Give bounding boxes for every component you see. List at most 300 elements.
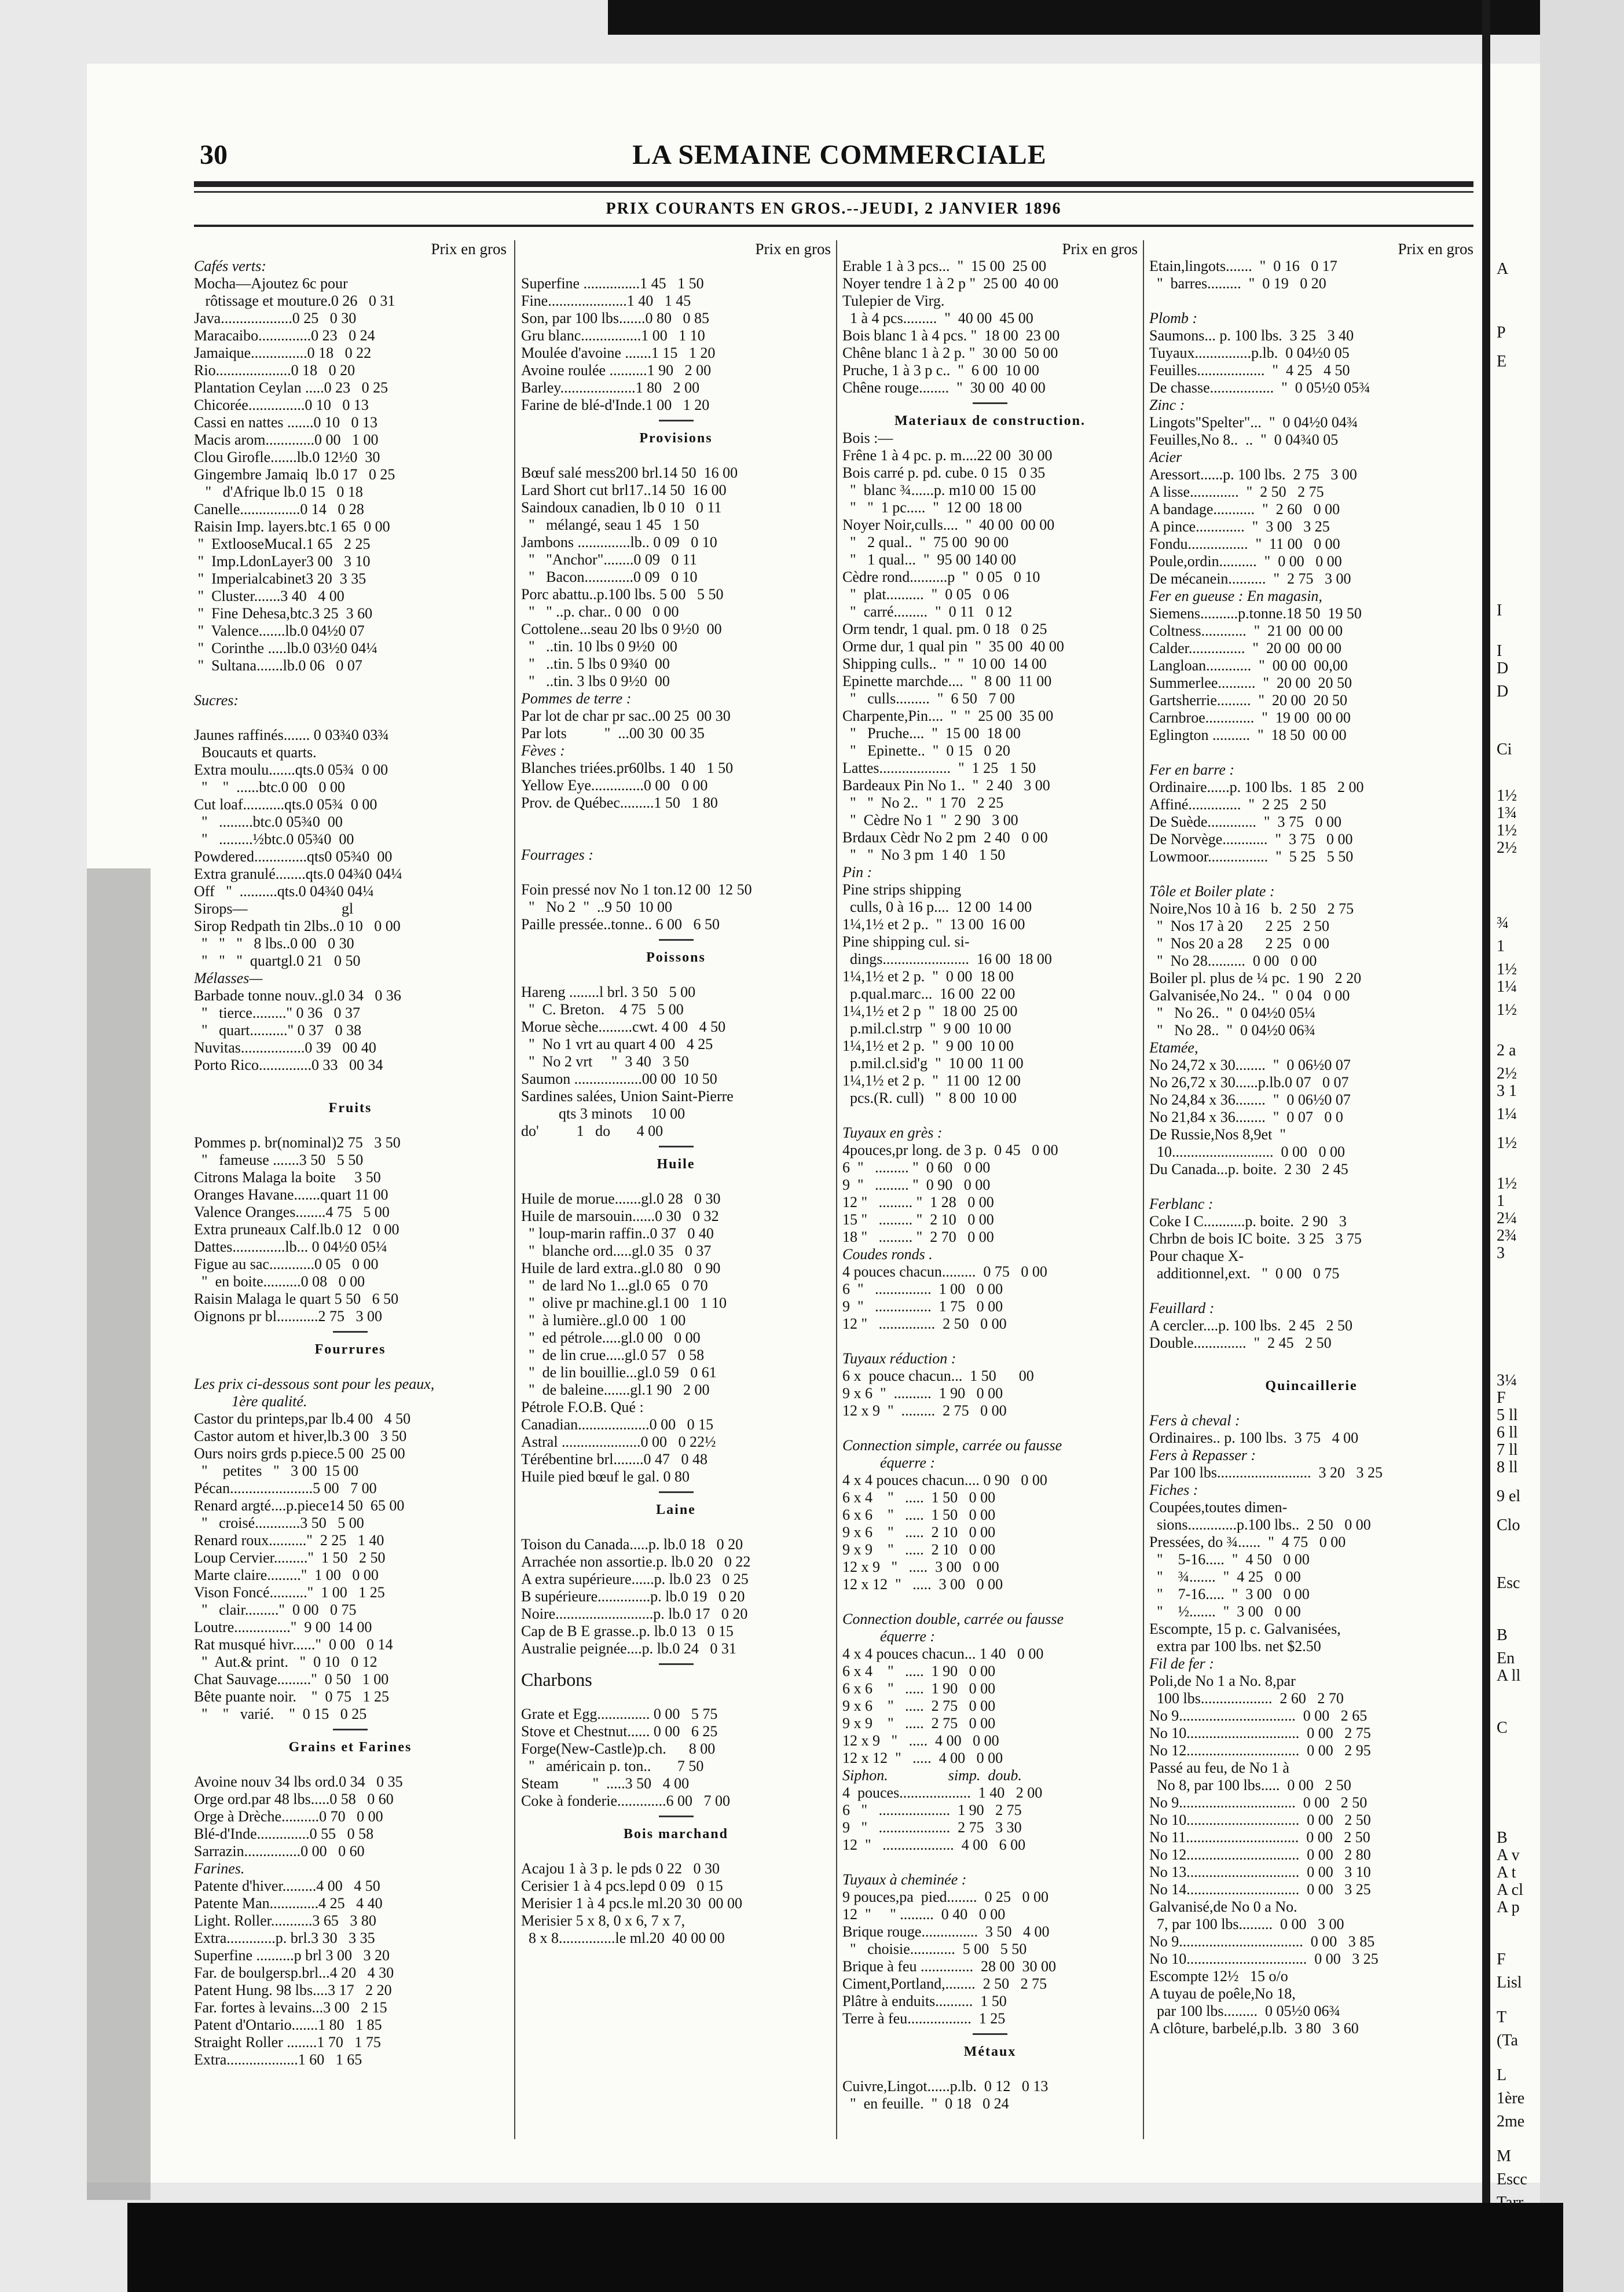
- price-line: Huile de morue.......gl.0 28 0 30: [521, 1190, 721, 1207]
- facing-page-edge: [1540, 0, 1624, 2292]
- page-number: 30: [200, 140, 228, 170]
- price-line: " culls......... " 6 50 7 00: [842, 690, 1015, 707]
- price-line: " " ..p. char.. 0 00 0 00: [521, 603, 679, 620]
- price-line: Boucauts et quarts.: [194, 744, 317, 761]
- price-line: " Aut.& print. " 0 10 0 12: [194, 1653, 377, 1670]
- price-line: Jambons ..............lb.. 0 09 0 10: [521, 534, 717, 551]
- price-line: Extra pruneaux Calf.lb.0 12 0 00: [194, 1221, 399, 1238]
- price-line: Siphon. simp. doub.: [842, 1767, 1022, 1784]
- section-heading: Poissons: [646, 950, 706, 965]
- price-line: 7, par 100 lbs......... 0 00 3 00: [1149, 1916, 1344, 1932]
- price-line: Tôle et Boiler plate :: [1149, 883, 1275, 900]
- price-line: Fine.....................1 40 1 45: [521, 292, 691, 309]
- price-line: Extra...................1 60 1 65: [194, 2051, 362, 2068]
- price-line: [194, 674, 507, 692]
- price-line: Chat Sauvage........." 0 50 1 00: [194, 1671, 389, 1688]
- price-line: 6 x 4 " ..... 1 90 0 00: [842, 1663, 996, 1679]
- price-line: Ferblanc :: [1149, 1195, 1214, 1212]
- price-line: Fer en barre :: [1149, 761, 1235, 778]
- margin-fragment: B: [1497, 1626, 1508, 1644]
- section-heading: Fruits: [328, 1101, 372, 1116]
- margin-fragment: 1ère: [1497, 2089, 1525, 2107]
- margin-fragment: 1½: [1497, 1001, 1517, 1019]
- margin-fragment: T: [1497, 2008, 1507, 2026]
- price-line: " ..tin. 3 lbs 0 9½0 00: [521, 673, 670, 690]
- price-line: Lingots"Spelter"... " 0 04½0 04¾: [1149, 414, 1358, 431]
- margin-fragment: En: [1497, 1649, 1515, 1667]
- price-line: Saindoux canadien, lb 0 10 0 11: [521, 499, 722, 516]
- price-line: Tuyaux...............p.lb. 0 04½0 05: [1149, 344, 1350, 361]
- price-line: 6 x 6 " ..... 1 50 0 00: [842, 1506, 996, 1523]
- margin-fragment: 2me: [1497, 2113, 1525, 2130]
- price-line: Zinc :: [1149, 397, 1185, 413]
- price-line: Vison Foncé.........." 1 00 1 25: [194, 1584, 385, 1601]
- price-line: Pruche, 1 à 3 p c.. " 6 00 10 00: [842, 362, 1039, 379]
- price-line: Orme dur, 1 qual pin " 35 00 40 00: [842, 638, 1064, 655]
- price-column-1: [194, 240, 507, 2203]
- price-line: No 8, par 100 lbs..... 0 00 2 50: [1149, 1777, 1351, 1794]
- price-line: " plat.......... " 0 05 0 06: [842, 586, 1009, 603]
- price-line: [521, 1519, 831, 1536]
- price-line: Tuyaux en grès :: [842, 1124, 943, 1141]
- price-line: " Cèdre No 1 " 2 90 3 00: [842, 812, 1018, 828]
- price-line: " de lin bouillie...gl.0 59 0 61: [521, 1364, 717, 1381]
- price-line: [521, 966, 831, 984]
- price-line: 6 " ............... 1 00 0 00: [842, 1281, 1003, 1297]
- margin-fragment: 1: [1497, 1192, 1505, 1210]
- section-heading: Laine: [656, 1502, 696, 1517]
- price-line: Prix en gros: [1398, 240, 1473, 258]
- price-line: 1¼,1½ et 2 p " 18 00 25 00: [842, 1003, 1018, 1020]
- price-line: Galvanisé,de No 0 a No.: [1149, 1898, 1297, 1915]
- price-line: [194, 1756, 507, 1773]
- price-line: 12 " ......... " 1 28 0 00: [842, 1194, 994, 1211]
- price-line: Terre à feu................. 1 25: [842, 2010, 1006, 2027]
- price-line: Bois carré p. pd. cube. 0 15 0 35: [842, 464, 1046, 481]
- price-line: Huile de lard extra..gl.0 80 0 90: [521, 1260, 721, 1277]
- price-line: " carré......... " 0 11 0 12: [842, 603, 1013, 620]
- price-line: Sirops— gl: [194, 900, 354, 917]
- price-line: 12 x 12 " ..... 4 00 0 00: [842, 1750, 1003, 1766]
- section-heading: Huile: [657, 1157, 695, 1172]
- price-line: Brique à feu .............. 28 00 30 00: [842, 1958, 1057, 1975]
- price-line: Steam " .....3 50 4 00: [521, 1775, 690, 1792]
- price-line: Brique rouge............... 3 50 4 00: [842, 1923, 1050, 1940]
- price-line: 9 x 9 " ..... 2 75 0 00: [842, 1715, 996, 1732]
- price-line: 4 pouces................... 1 40 2 00: [842, 1784, 1043, 1801]
- margin-fragment: 2½: [1497, 1065, 1517, 1083]
- price-list-subheader: PRIX COURANTS EN GROS.--JEUDI, 2 JANVIER 1896: [606, 200, 1062, 218]
- price-line: Porc abattu..p.100 lbs. 5 00 5 50: [521, 586, 724, 603]
- price-line: Valence Oranges........4 75 5 00: [194, 1204, 390, 1220]
- price-line: Acajou 1 à 3 p. le pds 0 22 0 30: [521, 1860, 720, 1877]
- section-heading: Bois marchand: [624, 1827, 728, 1842]
- price-line: [521, 864, 831, 881]
- margin-fragment: C: [1497, 1719, 1508, 1737]
- price-line: No 11.............................. 0 00 2 50: [1149, 1829, 1370, 1846]
- price-line: Powdered..............qts0 05¾0 00: [194, 848, 393, 865]
- price-line: " No 1 vrt au quart 4 00 4 25: [521, 1036, 713, 1053]
- price-line: 12 x 9 " ..... 4 00 0 00: [842, 1732, 999, 1749]
- margin-fragment: 3: [1497, 1244, 1505, 1262]
- price-line: Extra granulé........qts.0 04¾0 04¼: [194, 866, 402, 882]
- margin-fragment: 1: [1497, 937, 1505, 955]
- price-line: [194, 1117, 507, 1134]
- price-line: 1 à 4 pcs......... " 40 00 45 00: [842, 310, 1033, 327]
- price-line: Noyer Noir,culls.... " 40 00 00 00: [842, 516, 1055, 533]
- price-line: [194, 1358, 507, 1376]
- price-line: Gingembre Jamaiq lb.0 17 0 25: [194, 466, 395, 483]
- price-line: Aressort......p. 100 lbs. 2 75 3 00: [1149, 466, 1357, 483]
- price-line: Brdaux Cèdr No 2 pm 2 40 0 00: [842, 829, 1048, 846]
- price-line: p.qual.marc... 16 00 22 00: [842, 985, 1016, 1002]
- price-line: Off " ..........qts.0 04¾0 04¼: [194, 883, 374, 900]
- price-line: Noyer tendre 1 à 2 p " 25 00 40 00: [842, 275, 1059, 292]
- price-line: Orge ord.par 48 lbs.....0 58 0 60: [194, 1791, 394, 1807]
- margin-fragment: B: [1497, 1829, 1508, 1847]
- header-rule-thin: [194, 191, 1473, 193]
- price-line: Saumon ..................00 00 10 50: [521, 1070, 717, 1087]
- price-line: Gartsherrie......... " 20 00 20 50: [1149, 692, 1348, 709]
- price-line: Feuilles.................. " 4 25 4 50: [1149, 362, 1350, 379]
- price-line: Stove et Chestnut...... 0 00 6 25: [521, 1723, 718, 1740]
- margin-fragment: E: [1497, 353, 1507, 371]
- price-line: " "Anchor"........0 09 0 11: [521, 551, 697, 568]
- price-line: No 9............................... 0 00 2 50: [1149, 1794, 1368, 1811]
- price-line: " .........btc.0 05¾0 00: [194, 813, 343, 830]
- price-line: " ExtlooseMucal.1 65 2 25: [194, 536, 371, 552]
- price-line: Coke à fonderie.............6 00 7 00: [521, 1792, 731, 1809]
- price-line: Sucres:: [194, 692, 239, 709]
- section-heading: Métaux: [963, 2044, 1017, 2059]
- price-line: Etain,lingots....... " 0 16 0 17: [1149, 258, 1337, 274]
- price-line: " " No 2.. " 1 70 2 25: [842, 794, 1004, 811]
- price-line: Feuillard :: [1149, 1300, 1215, 1316]
- margin-fragment: Tarr: [1497, 2194, 1524, 2212]
- price-line: No 10.............................. 0 00 2 75: [1149, 1725, 1371, 1741]
- margin-fragment: (Ta: [1497, 2031, 1518, 2049]
- section-divider: [333, 1729, 368, 1730]
- price-line: [1149, 744, 1473, 761]
- price-line: Pommes p. br(nominal)2 75 3 50: [194, 1134, 401, 1151]
- price-line: Summerlee.......... " 20 00 20 50: [1149, 674, 1352, 691]
- price-line: 8 x 8...............le ml.20 40 00 00: [521, 1930, 725, 1946]
- price-line: 4pouces,pr long. de 3 p. 0 45 0 00: [842, 1142, 1058, 1158]
- section-divider: [659, 420, 694, 421]
- price-line: Sardines salées, Union Saint-Pierre: [521, 1088, 734, 1105]
- price-line: 4 x 4 pouces chacun... 1 40 0 00: [842, 1645, 1044, 1662]
- price-line: " " " 8 lbs..0 00 0 30: [194, 935, 354, 952]
- price-line: Loup Cervier........." 1 50 2 50: [194, 1549, 386, 1566]
- price-line: B supérieure..............p. lb.0 19 0 20: [521, 1588, 745, 1605]
- price-line: Huile pied bœuf le gal. 0 80: [521, 1468, 690, 1485]
- price-line: [842, 1854, 1138, 1871]
- price-line: " No 28.. " 0 04½0 06¾: [1149, 1022, 1316, 1039]
- column-separator: [514, 240, 515, 2139]
- price-line: Pine strips shipping: [842, 881, 962, 898]
- price-line: Mocha—Ajoutez 6c pour: [194, 275, 348, 292]
- price-line: Moulée d'avoine .......1 15 1 20: [521, 344, 716, 361]
- price-line: 12 x 12 " ..... 3 00 0 00: [842, 1576, 1003, 1593]
- price-line: " fameuse .......3 50 5 50: [194, 1151, 364, 1168]
- price-line: 9 x 6 " .......... 1 90 0 00: [842, 1385, 1003, 1402]
- price-line: Tuyaux à cheminée :: [842, 1871, 967, 1888]
- price-line: Cerisier 1 à 4 pcs.lepd 0 09 0 15: [521, 1877, 723, 1894]
- price-line: Cottolene...seau 20 lbs 0 9½0 00: [521, 621, 722, 637]
- price-line: Par 100 lbs......................... 3 20 3 25: [1149, 1464, 1383, 1481]
- margin-fragment: Clo: [1497, 1516, 1520, 1534]
- price-line: Térébentine brl........0 47 0 48: [521, 1451, 708, 1468]
- price-line: Fers à Repasser :: [1149, 1447, 1256, 1464]
- price-line: Boiler pl. plus de ¼ pc. 1 90 2 20: [1149, 970, 1362, 987]
- price-line: Clou Girofle.......lb.0 12½0 30: [194, 449, 380, 465]
- price-line: Castor autom et hiver,lb.3 00 3 50: [194, 1428, 407, 1444]
- price-line: 12 " ............... 2 50 0 00: [842, 1315, 1007, 1332]
- price-line: Erable 1 à 3 pcs... " 15 00 25 00: [842, 258, 1047, 274]
- price-line: " américain p. ton.. 7 50: [521, 1758, 704, 1774]
- price-line: Prov. de Québec.........1 50 1 80: [521, 794, 718, 811]
- margin-fragment: A v: [1497, 1846, 1520, 1864]
- price-line: Gru blanc................1 00 1 10: [521, 327, 705, 344]
- price-line: A extra supérieure......p. lb.0 23 0 25: [521, 1571, 749, 1587]
- price-line: 1ère qualité.: [194, 1393, 307, 1410]
- margin-fragment: M: [1497, 2147, 1511, 2165]
- price-line: [1149, 1178, 1473, 1195]
- price-line: Jamaique...............0 18 0 22: [194, 344, 372, 361]
- price-line: Chêne rouge........ " 30 00 40 00: [842, 379, 1046, 396]
- margin-fragment: 8 ll: [1497, 1458, 1518, 1476]
- price-line: 6 x pouce chacun... 1 50 00: [842, 1367, 1034, 1384]
- section-heading: Provisions: [639, 431, 713, 446]
- section-divider: [659, 1491, 694, 1493]
- price-line: [1149, 866, 1473, 883]
- price-line: Mélasses—: [194, 970, 263, 987]
- price-line: 4 pouces chacun......... 0 75 0 00: [842, 1263, 1047, 1280]
- price-line: " No 2 vrt " 3 40 3 50: [521, 1053, 689, 1070]
- price-line: Macis arom.............0 00 1 00: [194, 431, 379, 448]
- price-line: Hareng ........l brl. 3 50 5 00: [521, 984, 696, 1000]
- price-line: " de lard No 1...gl.0 65 0 70: [521, 1277, 708, 1294]
- price-line: A bandage........... " 2 60 0 00: [1149, 501, 1340, 518]
- price-line: " " " quartgl.0 21 0 50: [194, 952, 361, 969]
- price-line: Etamée,: [1149, 1039, 1198, 1056]
- price-line: 1¼,1½ et 2 p. " 9 00 10 00: [842, 1037, 1014, 1054]
- price-line: No 24,84 x 36........ " 0 06½0 07: [1149, 1091, 1351, 1108]
- price-line: " Sultana.......lb.0 06 0 07: [194, 657, 362, 674]
- price-line: Shipping culls.. " " 10 00 14 00: [842, 655, 1047, 672]
- price-line: Lattes................... " 1 25 1 50: [842, 760, 1036, 776]
- price-line: 12 " " ......... 0 40 0 00: [842, 1906, 1006, 1923]
- price-line: Patent d'Ontario.......1 80 1 85: [194, 2016, 382, 2033]
- price-line: Avoine nouv 34 lbs ord.0 34 0 35: [194, 1773, 403, 1790]
- price-line: " " No 3 pm 1 40 1 50: [842, 846, 1006, 863]
- price-line: Rio....................0 18 0 20: [194, 362, 355, 379]
- price-line: Light. Roller...........3 65 3 80: [194, 1912, 376, 1929]
- price-line: [842, 1420, 1138, 1437]
- margin-fragment: F: [1497, 1950, 1506, 1968]
- price-line: do' 1 do 4 00: [521, 1123, 663, 1139]
- price-line: A pince............. " 3 00 3 25: [1149, 518, 1330, 535]
- margin-fragment: 2¾: [1497, 1227, 1517, 1245]
- price-line: Noire,Nos 10 à 16 b. 2 50 2 75: [1149, 900, 1354, 917]
- price-line: 12 x 9 " ......... 2 75 0 00: [842, 1402, 1007, 1419]
- price-column-3: [842, 240, 1138, 2203]
- price-line: [521, 812, 831, 829]
- section-divider: [659, 1663, 694, 1665]
- price-line: " " 1 pc..... " 12 00 18 00: [842, 499, 1022, 516]
- price-line: Astral .....................0 00 0 22½: [521, 1433, 716, 1450]
- price-line: [842, 2060, 1138, 2078]
- margin-fragment: Esc: [1497, 1574, 1520, 1592]
- price-line: " d'Afrique lb.0 15 0 18: [194, 483, 363, 500]
- price-line: 9 x 9 " ..... 2 10 0 00: [842, 1541, 996, 1558]
- price-line: Oranges Havane.......quart 11 00: [194, 1186, 388, 1203]
- column-separator: [836, 240, 837, 2139]
- price-line: " quart.........." 0 37 0 38: [194, 1022, 362, 1039]
- price-line: Plâtre à enduits.......... 1 50: [842, 1993, 1007, 2009]
- price-line: 9 " ................... 2 75 3 30: [842, 1819, 1022, 1836]
- column-separator: [1143, 240, 1144, 2139]
- price-line: Patente d'hiver.........4 00 4 50: [194, 1877, 380, 1894]
- price-line: Tuyaux réduction :: [842, 1350, 956, 1367]
- price-line: No 26,72 x 30......p.lb.0 07 0 07: [1149, 1074, 1349, 1091]
- price-line: Rat musqué hivr......" 0 00 0 14: [194, 1636, 393, 1653]
- price-line: " " ......btc.0 00 0 00: [194, 779, 345, 795]
- price-line: Prix en gros: [431, 240, 507, 258]
- margin-fragment: F: [1497, 1389, 1506, 1407]
- price-line: De mécanein.......... " 2 75 3 00: [1149, 570, 1351, 587]
- price-line: Figue au sac............0 05 0 00: [194, 1256, 379, 1272]
- price-line: Prix en gros: [755, 240, 831, 258]
- margin-fragment: 1¼: [1497, 1105, 1517, 1123]
- price-line: " No 28.......... 0 00 0 00: [1149, 952, 1317, 969]
- margin-fragment: 9 el: [1497, 1487, 1521, 1505]
- price-line: Raisin Imp. layers.btc.1 65 0 00: [194, 518, 390, 535]
- price-line: Par lots " ...00 30 00 35: [521, 725, 705, 742]
- price-line: 12 x 9 " ..... 3 00 0 00: [842, 1558, 999, 1575]
- price-line: Jaunes raffinés....... 0 03¾0 03¾: [194, 727, 389, 743]
- price-line: Passé au feu, de No 1 à: [1149, 1759, 1289, 1776]
- price-line: Canelle................0 14 0 28: [194, 501, 364, 518]
- price-line: No 24,72 x 30........ " 0 06½0 07: [1149, 1057, 1351, 1073]
- price-line: " ..tin. 10 lbs 0 9½0 00: [521, 638, 677, 655]
- price-line: " Nos 20 a 28 2 25 0 00: [1149, 935, 1330, 952]
- section-heading: Grains et Farines: [288, 1740, 412, 1755]
- price-line: Chicorée...............0 10 0 13: [194, 397, 369, 413]
- price-line: Sarrazin...............0 00 0 60: [194, 1843, 365, 1860]
- price-line: Bœuf salé mess200 brl.14 50 16 00: [521, 464, 738, 481]
- price-line: 18 " ......... " 2 70 0 00: [842, 1228, 994, 1245]
- price-line: Arrachée non assortie.p. lb.0 20 0 22: [521, 1553, 751, 1570]
- price-line: culls, 0 à 16 p.... 12 00 14 00: [842, 899, 1032, 915]
- margin-fragment: A cl: [1497, 1881, 1523, 1899]
- price-line: [842, 1593, 1138, 1611]
- price-line: [842, 1107, 1138, 1124]
- price-line: Poli,de No 1 a No. 8,par: [1149, 1673, 1296, 1689]
- journal-title: LA SEMAINE COMMERCIALE: [632, 140, 1047, 170]
- price-line: Connection double, carrée ou fausse: [842, 1611, 1064, 1627]
- price-line: " petites " 3 00 15 00: [194, 1462, 359, 1479]
- price-line: A lisse............. " 2 50 2 75: [1149, 483, 1324, 500]
- price-line: Plantation Ceylan .....0 23 0 25: [194, 379, 388, 396]
- price-line: Acier: [1149, 449, 1182, 465]
- price-line: [521, 1688, 831, 1706]
- price-line: " blanc ¾......p. m10 00 15 00: [842, 482, 1036, 498]
- price-line: 6 " ......... " 0 60 0 00: [842, 1159, 991, 1176]
- page-edge-shadow: [1482, 0, 1490, 2292]
- price-line: Les prix ci-dessous sont pour les peaux,: [194, 1376, 435, 1392]
- price-line: par 100 lbs......... 0 05½0 06¾: [1149, 2003, 1341, 2019]
- price-line: Paille pressée..tonne.. 6 00 6 50: [521, 916, 720, 933]
- price-line: Ordinaire......p. 100 lbs. 1 85 2 00: [1149, 779, 1364, 795]
- price-line: " 1 qual... " 95 00 140 00: [842, 551, 1016, 568]
- price-line: [521, 1843, 831, 1860]
- price-line: [521, 1173, 831, 1190]
- price-line: Superfine ..........p brl 3 00 3 20: [194, 1947, 390, 1964]
- section-divider: [659, 1816, 694, 1817]
- price-line: [842, 1333, 1138, 1350]
- price-line: 100 lbs................... 2 60 2 70: [1149, 1690, 1344, 1707]
- price-line: Australie peignée....p. lb.0 24 0 31: [521, 1640, 736, 1657]
- price-line: No 13.............................. 0 00 3 10: [1149, 1864, 1371, 1880]
- price-line: " tierce........." 0 36 0 37: [194, 1004, 360, 1021]
- price-line: p.mil.cl.sid'g " 10 00 11 00: [842, 1055, 1024, 1072]
- price-line: Pétrole F.O.B. Qué :: [521, 1399, 644, 1415]
- price-column-2: [521, 240, 831, 2203]
- price-line: Coltness............ " 21 00 00 00: [1149, 622, 1343, 639]
- price-line: No 10................................ 0 00 3 25: [1149, 1950, 1379, 1967]
- margin-fragment: 1½: [1497, 787, 1517, 805]
- margin-fragment: 2 a: [1497, 1042, 1516, 1059]
- price-line: " ed pétrole.....gl.0 00 0 00: [521, 1329, 701, 1346]
- price-line: Affiné.............. " 2 25 2 50: [1149, 796, 1326, 813]
- price-line: Bête puante noir. " 0 75 1 25: [194, 1688, 390, 1705]
- price-line: Pressées, do ¾...... " 4 75 0 00: [1149, 1534, 1346, 1550]
- price-line: 9 " ......... " 0 90 0 00: [842, 1176, 991, 1193]
- price-line: Barbade tonne nouv..gl.0 34 0 36: [194, 987, 401, 1004]
- price-line: Epinette marchde.... " 8 00 11 00: [842, 673, 1052, 690]
- price-line: [1149, 1395, 1473, 1412]
- margin-fragment: I: [1497, 602, 1502, 619]
- margin-fragment: 1½: [1497, 1175, 1517, 1193]
- price-line: Nuvitas.................0 39 00 40: [194, 1039, 376, 1056]
- price-line: Coupées,toutes dimen-: [1149, 1499, 1288, 1516]
- price-line: " croisé............3 50 5 00: [194, 1514, 364, 1531]
- price-line: Saumons... p. 100 lbs. 3 25 3 40: [1149, 327, 1354, 344]
- price-line: " 7-16..... " 3 00 0 00: [1149, 1586, 1310, 1602]
- price-line: No 12.............................. 0 00 2 95: [1149, 1742, 1371, 1759]
- section-heading: Fourrures: [314, 1342, 386, 1357]
- price-line: 9 pouces,pa pied........ 0 25 0 00: [842, 1888, 1049, 1905]
- margin-fragment: Ci: [1497, 740, 1512, 758]
- price-line: " loup-marin raffin..0 37 0 40: [521, 1225, 714, 1242]
- price-line: [194, 709, 507, 727]
- margin-fragment: 1½: [1497, 822, 1517, 839]
- section-divider: [973, 402, 1007, 404]
- price-line: Cut loaf...........qts.0 05¾ 0 00: [194, 796, 377, 813]
- price-line: " Corinthe .....lb.0 03½0 04¼: [194, 640, 377, 657]
- price-line: " de baleine.......gl.1 90 2 00: [521, 1381, 710, 1398]
- price-line: Yellow Eye..............0 00 0 00: [521, 777, 708, 794]
- price-line: " clair........." 0 00 0 75: [194, 1601, 357, 1618]
- price-line: 6 x 4 " ..... 1 50 0 00: [842, 1489, 996, 1506]
- price-line: dings....................... 16 00 18 00: [842, 951, 1052, 967]
- price-line: Escompte 12½ 15 o/o: [1149, 1968, 1288, 1985]
- price-line: [1149, 1282, 1473, 1300]
- price-line: 12 " ................... 4 00 6 00: [842, 1836, 1026, 1853]
- price-line: [521, 829, 831, 846]
- price-line: " No 2 " ..9 50 10 00: [521, 899, 673, 915]
